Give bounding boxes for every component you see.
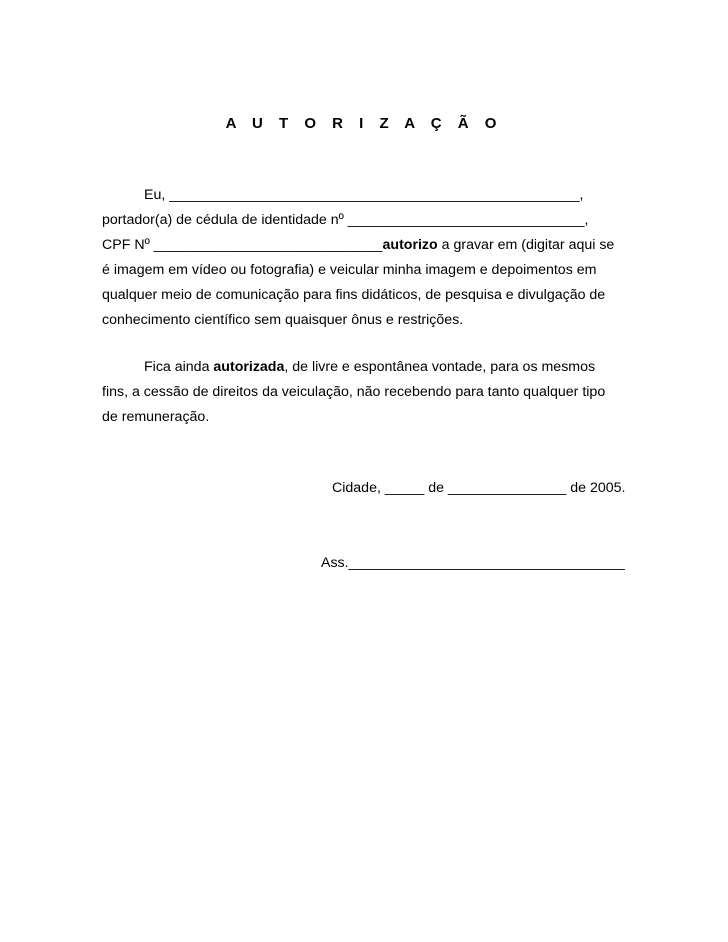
paragraph1-line4: é imagem em vídeo ou fotografia) e veicular minha imagem e depoimentos em [102, 262, 597, 278]
date-line: Cidade, _____ de _______________ de 2005. [332, 480, 626, 496]
cpf-label: CPF Nº _____________________________ [102, 237, 383, 253]
paragraph2-line3: de remuneração. [102, 409, 210, 425]
cpf-line [102, 233, 642, 258]
paragraph2-line1 [102, 355, 642, 380]
signature-line: Ass.___________________________________ [321, 555, 625, 571]
document-title: A U T O R I Z A Ç Ã O [225, 115, 503, 132]
autorizo-bold: autorizo [382, 237, 438, 253]
authorization-paragraph [102, 183, 642, 333]
paragraph2-intro: Fica ainda [144, 359, 214, 375]
name-line: Eu, ____________________________________________________, [144, 187, 584, 203]
paragraph2-line2: fins, a cessão de direitos da veiculação, não recebendo para tanto qualquer tipo [102, 384, 606, 400]
rights-paragraph [102, 355, 642, 430]
autorizada-bold: autorizada [213, 359, 285, 375]
cpf-line-rest: a gravar em (digitar aqui se [437, 237, 615, 253]
paragraph1-line6: conhecimento científico sem quaisquer ônus e restrições. [102, 312, 464, 328]
id-card-line: portador(a) de cédula de identidade nº ______________________________, [102, 212, 589, 228]
paragraph2-line1-rest: , de livre e espontânea vontade, para os mesmos [284, 359, 596, 375]
paragraph1-line5: qualquer meio de comunicação para fins didáticos, de pesquisa e divulgação de [102, 287, 606, 303]
